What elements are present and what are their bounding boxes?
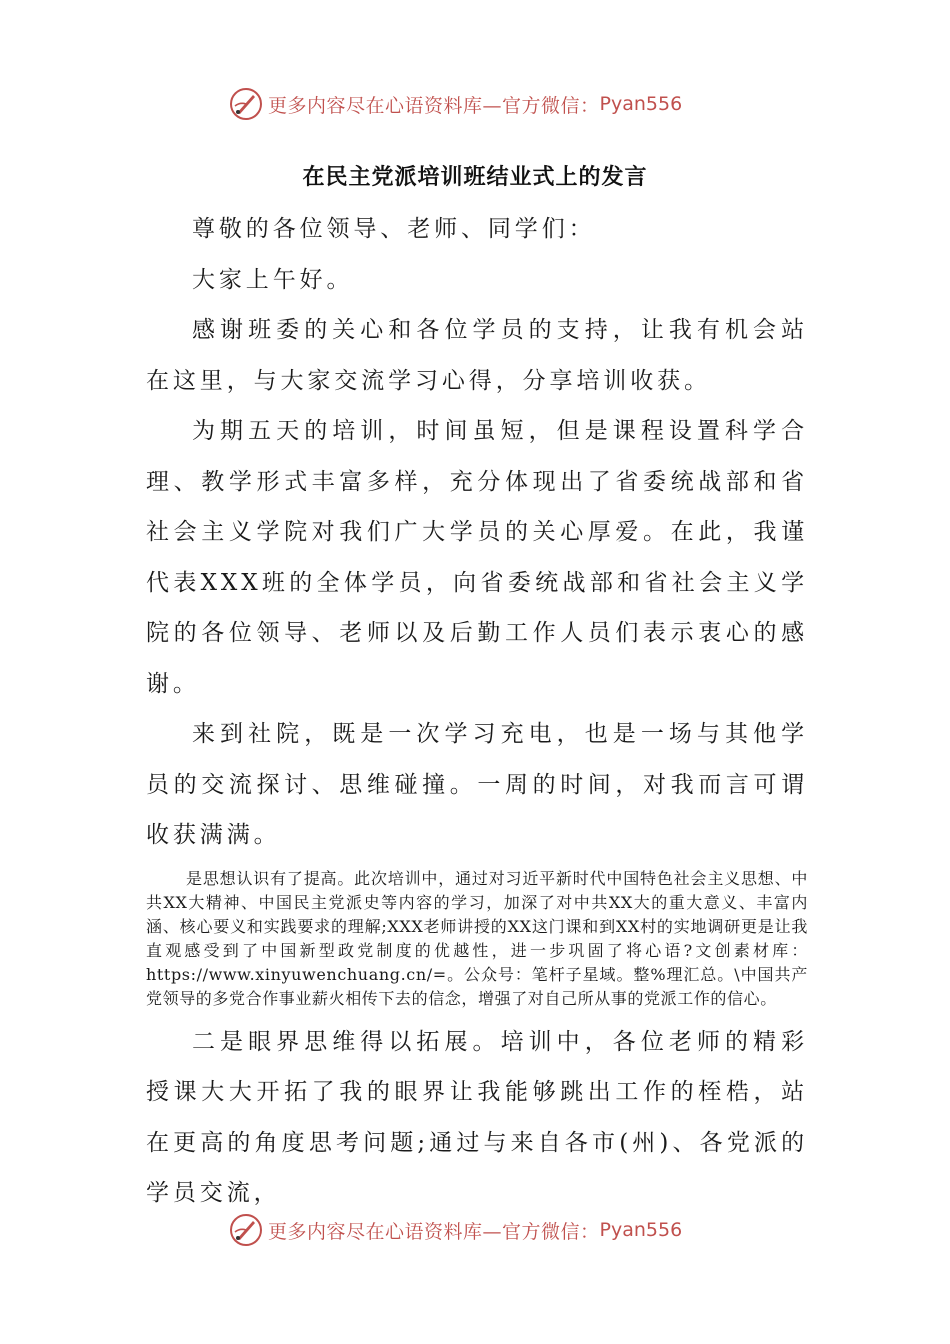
banner-text: 更多内容尽在心语资料库—官方微信： <box>268 1220 600 1243</box>
greeting-paragraph: 大家上午好。 <box>192 266 354 293</box>
vision-paragraph: 二是眼界思维得以拓展。培训中，各位老师的精彩授课大大开拓了我的眼界让我能够跳出工作的桎梏，站在更高的角度思考问题;通过与来自各市(州)、各党派的学员交流， <box>146 1028 808 1206</box>
quill-logo-icon <box>228 1212 264 1248</box>
thanks-paragraph: 感谢班委的关心和各位学员的支持，让我有机会站在这里，与大家交流学习心得，分享培训收获。 <box>146 317 808 394</box>
header-watermark-banner <box>228 84 748 124</box>
harvest-paragraph: 来到社院，既是一次学习充电，也是一场与其他学员的交流探讨、思维碰撞。一周的时间，对我而言可谓收获满满。 <box>146 721 808 848</box>
salutation-paragraph: 尊敬的各位领导、老师、同学们： <box>192 216 596 242</box>
banner-wechat-id: Pyan556 <box>599 1219 683 1241</box>
document-title: 在民主党派培训班结业式上的发言 <box>302 165 648 190</box>
thought-paragraph: 是思想认识有了提高。此次培训中，通过对习近平新时代中国特色社会主义思想、中共XX大精神、中国民主党派史等内容的学习，加深了对中共XX大的重大意义、丰富内涵、核心要义和实践要求的理解;XXX老师讲授的XX这门课和到XX村的实地调研更是让我直观感受到了中国新型政党制度的优越性，进一步巩固了将心语?文创素材库：https://www.xinyuwenchuang.cn/=。公众号：笔杆子星域。整%理汇总。\中国共产党领导的多党合作事业薪火相传下去的信念，增强了对自己所从事的党派工作的信心。 <box>146 868 808 1008</box>
footer-watermark-banner <box>228 1210 748 1250</box>
banner-wechat-id: Pyan556 <box>599 93 683 115</box>
training-paragraph: 为期五天的培训，时间虽短，但是课程设置科学合理、教学形式丰富多样，充分体现出了省委统战部和省社会主义学院对我们广大学员的关心厚爱。在此，我谨代表XXX班的全体学员，向省委统战部和省社会主义学院的各位领导、老师以及后勤工作人员们表示衷心的感谢。 <box>146 418 808 697</box>
quill-logo-icon <box>228 86 264 122</box>
document-body <box>146 204 808 1219</box>
banner-text: 更多内容尽在心语资料库—官方微信： <box>268 94 600 117</box>
